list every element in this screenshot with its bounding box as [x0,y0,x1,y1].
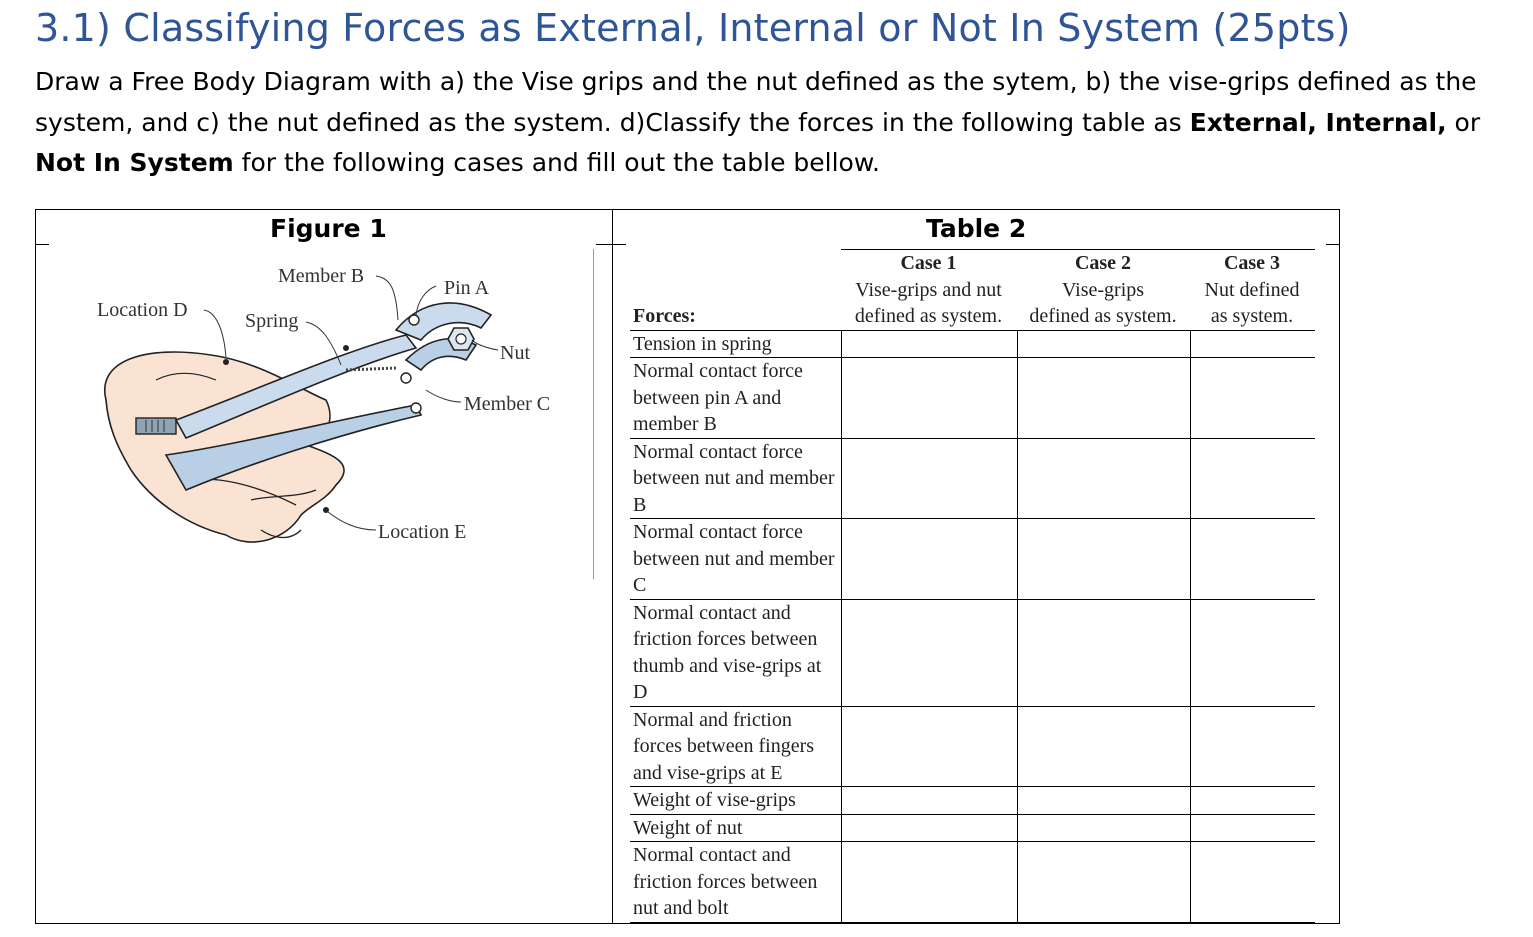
location-e-leader [328,512,376,530]
answer-cell[interactable] [1017,358,1190,439]
instructions-paragraph [35,62,1530,184]
instructions-text-1: Draw a Free Body Diagram with a) the Vise grips and the nut defined as the sytem, b) the vise-grips defined as the system, and c) the nut defined as the system. d)Classify the forces in the following table as [35,67,1477,137]
label-member-b: Member B [278,265,365,287]
answer-cell[interactable] [1190,358,1315,439]
force-label: Normal contact and friction forces between thumb and vise-grips at D [630,599,841,706]
table-header-row [630,250,1315,331]
answer-cell[interactable] [1190,814,1315,842]
frame-tick-middle [596,244,626,245]
answer-cell[interactable] [1017,842,1190,923]
answer-cell[interactable] [1190,599,1315,706]
location-d-leader [204,310,226,358]
forces-classification-table [630,249,1315,923]
case-3-line-2: as system. [1210,305,1294,327]
label-location-d: Location D [97,299,188,321]
case-3-line-1: Nut defined [1204,278,1300,301]
case-2-line-2: defined as system. [1029,305,1177,327]
answer-cell[interactable] [841,599,1017,706]
answer-cell[interactable] [841,787,1017,815]
instructions-bold-1: External, Internal, [1189,107,1447,137]
table-row [630,706,1315,787]
forces-header: Forces: [633,305,696,327]
table-row [630,330,1315,358]
answer-cell[interactable] [1190,842,1315,923]
answer-cell[interactable] [1017,438,1190,519]
label-member-c: Member C [464,393,551,415]
answer-cell[interactable] [1190,330,1315,358]
case-1-line-2: defined as system. [854,305,1003,327]
answer-cell[interactable] [841,358,1017,439]
answer-cell[interactable] [1017,787,1190,815]
instructions-text-2: or [1446,107,1481,137]
label-spring: Spring [245,310,299,332]
frame-divider [612,209,613,924]
answer-cell[interactable] [1190,519,1315,600]
force-label: Normal contact and friction forces between nut and bolt [630,842,841,923]
answer-cell[interactable] [1017,519,1190,600]
table-row [630,519,1315,600]
frame-tick-right [1326,244,1340,245]
table-row [630,438,1315,519]
answer-cell[interactable] [1190,438,1315,519]
force-label: Normal contact force between nut and member B [630,438,841,519]
case-1-title: Case 1 [900,252,957,274]
case-3-title: Case 3 [1223,252,1281,274]
page-title: 3.1) Classifying Forces as External, Internal or Not In System (25pts) [35,6,1351,50]
label-pin-a: Pin A [444,277,490,299]
lower-pivot-pin [411,403,421,413]
answer-cell[interactable] [1190,787,1315,815]
answer-cell[interactable] [1017,706,1190,787]
table-row [630,814,1315,842]
label-nut: Nut [500,342,530,364]
case-3-header [1190,250,1315,331]
table-row [630,842,1315,923]
pin-a [409,315,419,325]
answer-cell[interactable] [841,814,1017,842]
answer-cell[interactable] [1017,814,1190,842]
force-label: Normal contact force between pin A and member B [630,358,841,439]
table-row [630,599,1315,706]
figure-caption: Figure 1 [270,214,387,243]
table-row [630,358,1315,439]
table-row [630,787,1315,815]
location-d-dot [223,359,229,365]
pivot-pin [401,373,411,383]
instructions-text-3: for the following cases and fill out the table bellow. [233,148,880,177]
table-caption: Table 2 [926,214,1027,243]
adjustment-screw [136,418,176,434]
case-2-header [1017,250,1190,331]
force-label: Normal and friction forces between fingers and vise-grips at E [630,706,841,787]
force-label: Tension in spring [630,330,841,358]
member-c-leader [426,390,461,402]
answer-cell[interactable] [1017,599,1190,706]
answer-cell[interactable] [1017,330,1190,358]
member-b-leader [376,276,398,320]
force-label: Normal contact force between nut and member C [630,519,841,600]
label-location-e: Location E [378,521,467,543]
answer-cell[interactable] [841,438,1017,519]
case-2-title: Case 2 [1074,252,1132,274]
force-label: Weight of vise-grips [630,787,841,815]
answer-cell[interactable] [841,519,1017,600]
case-1-header [841,250,1017,331]
answer-cell[interactable] [841,330,1017,358]
answer-cell[interactable] [1190,706,1315,787]
answer-cell[interactable] [841,706,1017,787]
force-label: Weight of nut [630,814,841,842]
case-2-line-1: Vise-grips [1061,278,1145,301]
vise-grips-illustration [36,240,596,570]
answer-cell[interactable] [841,842,1017,923]
instructions-bold-2: Not In System [35,148,234,177]
case-1-line-1: Vise-grips and nut [855,278,1002,301]
